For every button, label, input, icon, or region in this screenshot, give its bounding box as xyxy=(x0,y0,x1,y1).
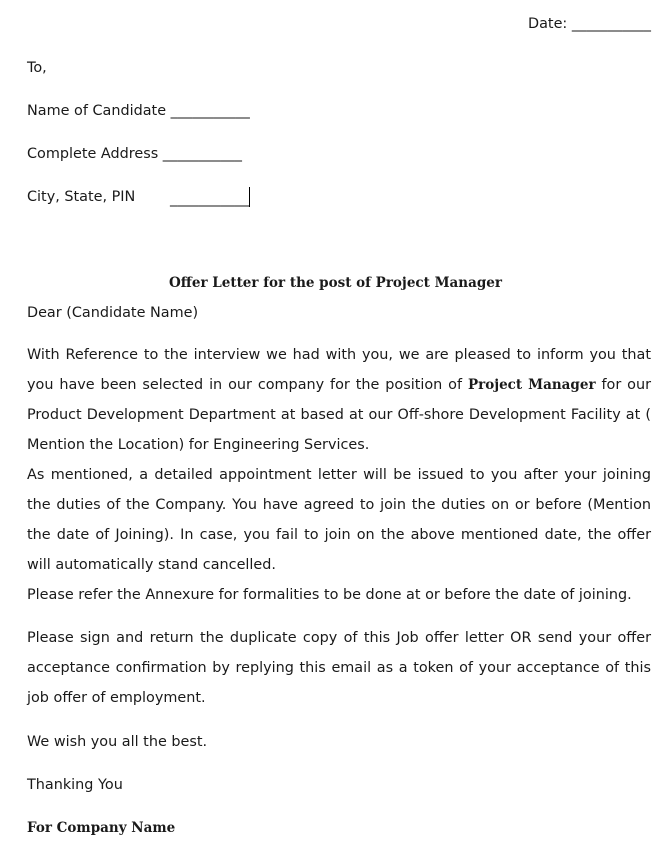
recipient-to: To, xyxy=(27,60,47,76)
paragraph-reference-text-2: for our Product Development Department at based at our Off-shore Development Facility at ( Mention the Location) for Engineering Services. xyxy=(27,377,651,453)
candidate-name-field: Name of Candidate ___________ xyxy=(27,103,250,119)
paragraph-appointment: As mentioned, a detailed appointment letter will be issued to you after your joining the duties of the Company. You have agreed to join the duties on or before (Mention the date of Joining). In case, you fail to join on the above mentioned date, the offer will automatically stand cancelled. xyxy=(27,467,651,573)
date-field: Date: ___________ xyxy=(528,16,651,32)
city-state-pin-blank xyxy=(170,187,250,209)
text-cursor xyxy=(249,187,250,207)
paragraph-reference-text-1: With Reference to the interview we had with you, we are pleased to inform you that you have been selected in our company for the position of xyxy=(27,347,651,393)
address-field: Complete Address ___________ xyxy=(27,146,242,162)
closing-thanks: Thanking You xyxy=(27,777,123,793)
paragraph-annexure: Please refer the Annexure for formalities to be done at or before the date of joining. xyxy=(27,587,632,603)
company-signature: For Company Name xyxy=(27,820,176,836)
city-blank-text: ___________ xyxy=(170,191,250,207)
paragraph-sign-return: Please sign and return the duplicate copy of this Job offer letter OR send your offer acceptance confirmation by replying this email as a token of your acceptance of this job offer of employment. xyxy=(27,630,651,706)
paragraph-reference xyxy=(27,340,651,460)
salutation: Dear (Candidate Name) xyxy=(27,305,199,321)
letter-title: Offer Letter for the post of Project Manager xyxy=(169,275,502,291)
position-title: Project Manager xyxy=(467,377,596,393)
city-state-pin-label: City, State, PIN xyxy=(27,189,136,205)
closing-wish: We wish you all the best. xyxy=(27,734,208,750)
